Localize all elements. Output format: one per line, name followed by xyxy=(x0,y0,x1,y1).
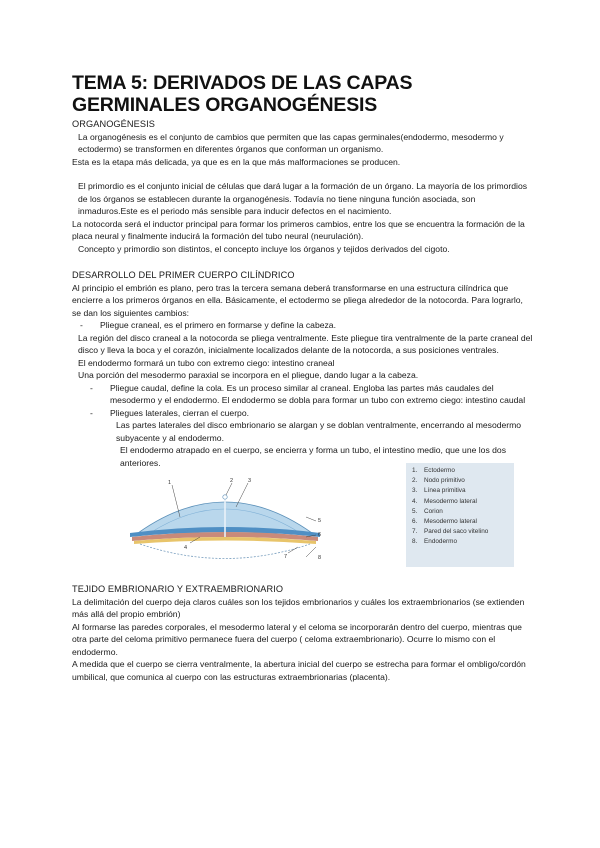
paragraph: El endodermo formará un tubo con extremo ciego: intestino craneal xyxy=(78,357,335,368)
paragraph: El primordio es el conjunto inicial de células que dará lugar a la formación de un órgano. La mayoría de los primordios de los órganos se establecen durante la organogénesis. Todavía no tiene ninguna función asociada, son inmaduros.Este es el periodo más sensible para inducir defectos en el nacimiento. xyxy=(78,181,528,216)
figure-label-2: 2 xyxy=(230,478,234,484)
figure-label-1: 1 xyxy=(168,480,172,486)
legend-item: 2. Nodo primitivo xyxy=(412,477,465,485)
figure-label-5: 5 xyxy=(318,518,322,524)
paragraph: Las partes laterales del disco embrionario se alargan y se doblan ventralmente, encerrando al mesodermo subyacente y al endodermo. xyxy=(116,420,522,443)
paragraph: La organogénesis es el conjunto de cambios que permiten que las capas germinales(endodermo, mesodermo y ectodermo) se transformen en diferentes órganos que conforman un organismo. xyxy=(78,131,504,154)
figure-label-7: 7 xyxy=(284,554,288,560)
leader-line xyxy=(306,517,316,521)
paragraph: Al formarse las paredes corporales, el mesodermo lateral y el celoma se incorporarán dentro del cuerpo, mientras que otra parte del celoma primitivo permanece fuera del cuerpo ( celoma extraembrionario). Ocurre lo mismo con el endodermo. xyxy=(72,621,522,657)
document-title xyxy=(72,72,534,116)
title-line-1: TEMA 5: DERIVADOS DE LAS CAPAS xyxy=(72,72,413,94)
leader-line xyxy=(226,483,232,495)
document-page xyxy=(72,72,534,683)
section-heading-cuerpo-cilindrico: DESARROLLO DEL PRIMER CUERPO CILÍNDRICO xyxy=(72,270,295,280)
paragraph: A medida que el cuerpo se cierra ventralmente, la abertura inicial del cuerpo se estrecha para formar el ombligo/cordón umbilical, que comunica al cuerpo con las estructuras extraembrionarias (placenta). xyxy=(72,659,526,682)
bullet-item: - Pliegue craneal, es el primero en formarse y define la cabeza. xyxy=(90,319,534,332)
title-line-2: GERMINALES ORGANOGÉNESIS xyxy=(72,94,378,116)
legend-item: 5. Corion xyxy=(412,507,443,515)
bullet-item: - Pliegues laterales, cierran el cuerpo. xyxy=(100,407,534,420)
figure-label-4: 4 xyxy=(184,545,188,551)
legend-item: 8. Endodermo xyxy=(412,538,458,546)
leader-line xyxy=(306,547,316,557)
section-heading-tejido: TEJIDO EMBRIONARIO Y EXTRAEMBRIONARIO xyxy=(72,584,284,594)
figure-legend xyxy=(406,463,514,567)
paragraph: La región del disco craneal a la notocorda se pliega ventralmente. Este pliegue tira ventralmente de la parte craneal del disco y lleva la boca y el corazón, inicialmente localizados delante de la notocorda, a sus posiciones ventrales. xyxy=(78,332,533,355)
legend-item: 1. Ectodermo xyxy=(412,467,455,474)
embryo-figure xyxy=(72,469,534,581)
legend-item: 3. Línea primitiva xyxy=(412,487,466,495)
primitive-node xyxy=(223,495,227,499)
paragraph: La delimitación del cuerpo deja claros cuáles son los tejidos embrionarios y cuáles los extraembrionarios (se extienden más allá del propio embrión) xyxy=(72,596,525,619)
legend-item: 4. Mesodermo lateral xyxy=(412,497,477,505)
embryo-cross-section-diagram xyxy=(120,477,330,561)
bullet-list xyxy=(72,319,534,332)
section-heading-organogenesis: ORGANOGÉNESIS xyxy=(72,119,155,129)
paragraph: Esta es la etapa más delicada, ya que es en la que más malformaciones se producen. xyxy=(72,156,401,167)
legend-item: 7. Pared del saco vitelino xyxy=(412,528,489,536)
paragraph: La notocorda será el inductor principal para formar los primeros cambios, entre los que se encuentra la formación de la placa neural y finalmente inducirá la formación del tubo neural (neurulación). xyxy=(72,218,525,241)
figure-label-6: 6 xyxy=(318,532,322,538)
legend-list xyxy=(412,466,508,548)
paragraph: Al principio el embrión es plano, pero tras la tercera semana deberá transformarse en una estructura cilíndrica que encierre a los primeros órganos en ella. Básicamente, el ectodermo se pliega alrededor de la notocorda. Para lograrlo, se dan los siguientes cambios: xyxy=(72,282,523,318)
paragraph: Una porción del mesodermo paraxial se incorpora en el pliegue, dando lugar a la cabeza. xyxy=(78,370,419,380)
legend-item: 6. Mesodermo lateral xyxy=(412,518,477,526)
figure-label-8: 8 xyxy=(318,555,322,561)
figure-label-3: 3 xyxy=(248,478,252,484)
bullet-list xyxy=(72,382,534,420)
bullet-item: - Pliegue caudal, define la cola. Es un proceso similar al craneal. Engloba las partes más caudales del mesodermo y el endodermo. El endodermo se dobla para formar un tubo con extremo ciego: intestino caudal xyxy=(100,382,534,407)
paragraph: El endodermo atrapado en el cuerpo, se encierra y forma un tubo, el intestino medio, que une los dos anteriores. xyxy=(120,445,507,468)
paragraph: Concepto y primordio son distintos, el concepto incluye los órganos y tejidos derivados del cigoto. xyxy=(78,243,450,254)
